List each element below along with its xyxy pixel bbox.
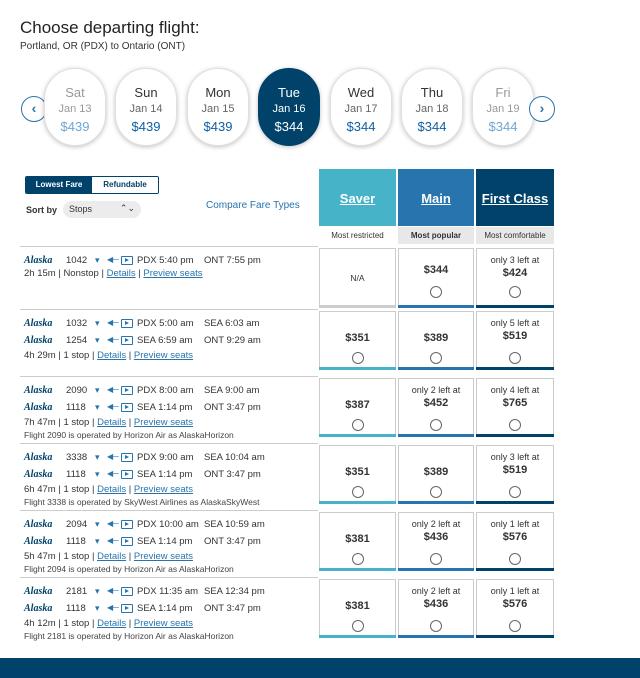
seats-left-text: only 2 left at [411, 385, 461, 395]
date-option-sun[interactable] [115, 68, 177, 146]
fare-color-bar [319, 501, 396, 504]
fare-price: $387 [345, 399, 370, 411]
row-divider [20, 246, 318, 247]
fare-price: $436 [423, 531, 449, 543]
power-plug-icon: ◀─ [107, 385, 119, 394]
flight-info: 4h 12m | 1 stop | Details | Preview seats [24, 618, 194, 629]
saver-fare-cell[interactable] [319, 579, 396, 638]
date-price: $344 [417, 119, 447, 134]
flight-leg [24, 519, 314, 531]
fare-color-bar [319, 305, 396, 308]
seats-left-text: only 3 left at [490, 452, 540, 462]
operator-note: Flight 3338 is operated by SkyWest Airlines as AlaskaSkyWest [24, 497, 260, 507]
flight-number: 1118 [66, 536, 86, 547]
date-day-label: Sat [65, 85, 85, 100]
alaska-logo: Alaska [24, 536, 53, 547]
wifi-icon: ▾ [95, 452, 100, 462]
fare-color-bar [398, 501, 474, 504]
fare-price: $344 [423, 264, 449, 276]
preview-seats-link[interactable]: Preview seats [133, 551, 194, 562]
first-fare-cell[interactable] [476, 579, 554, 638]
next-dates-button[interactable]: › [529, 96, 555, 122]
date-option-sat[interactable] [44, 68, 106, 146]
seats-left-text: only 4 left at [490, 385, 540, 395]
alaska-logo: Alaska [24, 318, 53, 329]
fare-price: $576 [502, 531, 528, 543]
arrival: SEA 12:34 pm [204, 586, 265, 597]
stops: 1 stop [63, 618, 90, 629]
alaska-logo: Alaska [24, 402, 53, 413]
wifi-icon: ▾ [95, 318, 100, 328]
tv-entertainment-icon [121, 336, 133, 345]
fare-color-bar [398, 568, 474, 571]
main-fare-cell[interactable] [398, 445, 474, 504]
row-divider [20, 577, 318, 578]
route-subtitle: Portland, OR (PDX) to Ontario (ONT) [20, 41, 186, 52]
page-title: Choose departing flight: [20, 18, 200, 37]
power-plug-icon: ◀─ [107, 519, 119, 528]
departure: PDX 10:00 am [137, 519, 199, 530]
date-day-label: Thu [420, 85, 444, 100]
fare-radio-button[interactable] [430, 352, 442, 364]
wifi-icon: ▾ [95, 519, 100, 529]
fare-price: $381 [345, 600, 370, 612]
date-day-label: Wed [347, 85, 375, 100]
alaska-logo: Alaska [24, 385, 53, 396]
fare-radio-button[interactable] [509, 553, 521, 565]
fare-radio-button[interactable] [509, 620, 521, 632]
power-plug-icon: ◀─ [107, 586, 119, 595]
footer-bar [0, 658, 640, 678]
power-plug-icon: ◀─ [107, 255, 119, 264]
date-option-tue[interactable] [258, 68, 320, 146]
flight-leg [24, 603, 314, 615]
prev-dates-button[interactable]: ‹ [21, 96, 47, 122]
alaska-logo: Alaska [24, 469, 53, 480]
first-class-subtitle: Most comfortable [476, 227, 554, 244]
fare-color-bar [476, 568, 554, 571]
seats-left-text: only 3 left at [490, 255, 540, 265]
details-link[interactable]: Details [97, 484, 127, 495]
duration: 4h 29m [24, 350, 56, 361]
preview-seats-link[interactable]: Preview seats [143, 268, 203, 279]
row-divider [20, 510, 318, 511]
departure: SEA 1:14 pm [137, 402, 193, 413]
row-divider [20, 443, 318, 444]
tv-entertainment-icon [121, 403, 133, 412]
fare-radio-button[interactable] [430, 419, 442, 431]
main-fare-cell[interactable] [398, 579, 474, 638]
fare-color-bar [319, 568, 396, 571]
wifi-icon: ▾ [95, 586, 100, 596]
tv-entertainment-icon [121, 587, 133, 596]
main-fare-cell[interactable] [398, 512, 474, 571]
fare-radio-button[interactable] [509, 286, 521, 298]
fare-color-bar [476, 501, 554, 504]
departure: PDX 8:00 am [137, 385, 194, 396]
wifi-icon: ▾ [95, 385, 100, 395]
alaska-logo: Alaska [24, 519, 53, 530]
arrival: ONT 3:47 pm [204, 469, 261, 480]
fare-radio-button[interactable] [352, 620, 364, 632]
tv-entertainment-icon [121, 604, 133, 613]
tv-entertainment-icon [121, 256, 133, 265]
flight-info: 5h 47m | 1 stop | Details | Preview seats [24, 551, 194, 562]
lowest-fare-toggle[interactable]: Lowest Fare [26, 177, 92, 193]
date-price: $344 [274, 119, 304, 134]
wifi-icon: ▾ [95, 335, 100, 345]
fare-color-bar [398, 367, 474, 370]
date-label: Jan 14 [129, 103, 163, 115]
main-fare-cell[interactable] [398, 378, 474, 437]
fare-price: $389 [423, 332, 449, 344]
details-link[interactable]: Details [106, 268, 136, 279]
date-label: Jan 13 [58, 103, 92, 115]
flight-number: 1118 [66, 402, 86, 413]
row-divider [20, 376, 318, 377]
flight-leg [24, 452, 314, 464]
fare-price: $351 [345, 466, 370, 478]
fare-radio-button[interactable] [352, 419, 364, 431]
date-option-wed[interactable] [330, 68, 392, 146]
first-class-column-header[interactable]: First Class [476, 169, 554, 226]
first-fare-cell[interactable] [476, 512, 554, 571]
arrival: ONT 7:55 pm [204, 255, 261, 266]
arrival: ONT 3:47 pm [204, 536, 261, 547]
main-fare-cell[interactable] [398, 311, 474, 370]
power-plug-icon: ◀─ [107, 335, 119, 344]
date-price: $439 [131, 119, 161, 134]
fare-price: $351 [345, 332, 370, 344]
details-link[interactable]: Details [97, 350, 127, 361]
operator-note: Flight 2090 is operated by Horizon Air as AlaskaHorizon [24, 430, 234, 440]
alaska-logo: Alaska [24, 603, 53, 614]
flight-leg [24, 385, 314, 397]
date-day-label: Mon [205, 85, 231, 100]
date-price: $439 [203, 119, 233, 134]
flight-number: 1042 [66, 255, 88, 266]
stops: 1 stop [63, 350, 90, 361]
date-option-mon[interactable] [187, 68, 249, 146]
saver-column-header[interactable]: Saver [319, 169, 396, 226]
operator-note: Flight 2094 is operated by Horizon Air as AlaskaHorizon [24, 564, 234, 574]
power-plug-icon: ◀─ [107, 452, 119, 461]
power-plug-icon: ◀─ [107, 318, 119, 327]
power-plug-icon: ◀─ [107, 469, 119, 478]
fare-color-bar [319, 367, 396, 370]
date-label: Jan 18 [415, 103, 449, 115]
departure: PDX 5:00 am [137, 318, 194, 329]
power-plug-icon: ◀─ [107, 536, 119, 545]
flight-number: 2094 [66, 519, 88, 530]
details-link[interactable]: Details [97, 618, 127, 629]
first-fare-cell[interactable] [476, 445, 554, 504]
sort-label: Sort by [26, 205, 58, 215]
saver-fare-cell[interactable] [319, 445, 396, 504]
fare-price: $381 [345, 533, 370, 545]
departure: SEA 1:14 pm [137, 536, 193, 547]
preview-seats-link[interactable]: Preview seats [133, 417, 194, 428]
refundable-toggle[interactable]: Refundable [92, 177, 158, 193]
fare-color-bar [476, 367, 554, 370]
flight-number: 1032 [66, 318, 88, 329]
wifi-icon: ▾ [95, 402, 100, 412]
fare-radio-button[interactable] [352, 352, 364, 364]
duration: 2h 15m [24, 268, 56, 279]
fare-price: $519 [502, 330, 528, 342]
main-fare-cell[interactable] [398, 248, 474, 308]
row-divider [20, 309, 318, 310]
flight-number: 2181 [66, 586, 88, 597]
fare-radio-button[interactable] [430, 286, 442, 298]
flight-leg [24, 536, 314, 548]
fare-price: $519 [502, 464, 528, 476]
seats-left-text: only 5 left at [490, 318, 540, 328]
fare-color-bar [398, 434, 474, 437]
duration: 6h 47m [24, 484, 56, 495]
wifi-icon: ▾ [95, 255, 100, 265]
duration: 7h 47m [24, 417, 56, 428]
date-option-fri[interactable] [472, 68, 534, 146]
departure: PDX 11:35 am [137, 586, 199, 597]
fare-price: $765 [502, 397, 528, 409]
not-available-text: N/A [350, 273, 365, 283]
tv-entertainment-icon [121, 386, 133, 395]
saver-fare-cell[interactable] [319, 311, 396, 370]
flight-number: 1254 [66, 335, 88, 346]
fare-radio-button[interactable] [430, 486, 442, 498]
sort-value: Stops [69, 204, 93, 214]
fare-color-bar [319, 635, 396, 638]
fare-price: $424 [502, 267, 528, 279]
compare-fare-types-link[interactable]: Compare Fare Types [206, 200, 300, 211]
fare-radio-button[interactable] [509, 419, 521, 431]
date-price: $344 [488, 119, 518, 134]
departure: SEA 6:59 am [137, 335, 193, 346]
fare-radio-button[interactable] [509, 352, 521, 364]
fare-radio-button[interactable] [352, 553, 364, 565]
first-fare-cell[interactable] [476, 311, 554, 370]
alaska-logo: Alaska [24, 586, 53, 597]
fare-price: $452 [423, 397, 449, 409]
fare-color-bar [476, 635, 554, 638]
flight-info: 6h 47m | 1 stop | Details | Preview seats [24, 484, 194, 495]
power-plug-icon: ◀─ [107, 402, 119, 411]
fare-radio-button[interactable] [430, 620, 442, 632]
stops: 1 stop [63, 417, 90, 428]
flight-info: 4h 29m | 1 stop | Details | Preview seats [24, 350, 194, 361]
details-link[interactable]: Details [97, 551, 127, 562]
flight-leg [24, 318, 314, 330]
tv-entertainment-icon [121, 453, 133, 462]
seats-left-text: only 2 left at [411, 586, 461, 596]
arrival: SEA 10:59 am [204, 519, 265, 530]
main-column-header[interactable]: Main [398, 169, 474, 226]
wifi-icon: ▾ [95, 536, 100, 546]
fare-radio-button[interactable] [509, 486, 521, 498]
stops: Nonstop [63, 268, 99, 279]
seats-left-text: only 1 left at [490, 586, 540, 596]
departure: SEA 1:14 pm [137, 603, 193, 614]
fare-radio-button[interactable] [352, 486, 364, 498]
flight-number: 1118 [66, 469, 86, 480]
flight-leg [24, 402, 314, 414]
wifi-icon: ▾ [95, 469, 100, 479]
flight-leg [24, 469, 314, 481]
saver-fare-cell[interactable] [319, 378, 396, 437]
power-plug-icon: ◀─ [107, 603, 119, 612]
date-price: $344 [346, 119, 376, 134]
departure: SEA 1:14 pm [137, 469, 193, 480]
fare-color-bar [398, 305, 474, 308]
fare-price: $436 [423, 598, 449, 610]
flight-number: 1118 [66, 603, 86, 614]
stops: 1 stop [63, 484, 90, 495]
sort-select[interactable] [63, 201, 141, 218]
date-label: Jan 19 [486, 103, 520, 115]
date-price: $439 [60, 119, 90, 134]
fare-radio-button[interactable] [430, 553, 442, 565]
departure: PDX 5:40 pm [137, 255, 194, 266]
alaska-logo: Alaska [24, 452, 53, 463]
fare-color-bar [476, 434, 554, 437]
alaska-logo: Alaska [24, 335, 53, 346]
seats-left-text: only 2 left at [411, 519, 461, 529]
alaska-logo: Alaska [24, 255, 53, 266]
operator-note: Flight 2181 is operated by Horizon Air as AlaskaHorizon [24, 631, 234, 641]
arrival: SEA 9:00 am [204, 385, 260, 396]
saver-fare-cell [319, 248, 396, 308]
details-link[interactable]: Details [97, 417, 127, 428]
preview-seats-link[interactable]: Preview seats [133, 618, 194, 629]
arrival: ONT 3:47 pm [204, 603, 261, 614]
preview-seats-link[interactable]: Preview seats [133, 350, 194, 361]
duration: 4h 12m [24, 618, 56, 629]
flight-number: 3338 [66, 452, 88, 463]
wifi-icon: ▾ [95, 603, 100, 613]
chevron-updown-icon: ⌃⌄ [119, 203, 135, 213]
arrival: SEA 10:04 am [204, 452, 265, 463]
fare-color-bar [319, 434, 396, 437]
fare-price: $389 [423, 466, 449, 478]
main-subtitle: Most popular [398, 227, 474, 244]
date-label: Jan 17 [344, 103, 378, 115]
arrival: SEA 6:03 am [204, 318, 260, 329]
preview-seats-link[interactable]: Preview seats [133, 484, 194, 495]
fare-color-bar [476, 305, 554, 308]
fare-type-toggle [25, 176, 159, 194]
flight-number: 2090 [66, 385, 88, 396]
first-fare-cell[interactable] [476, 378, 554, 437]
flight-info: 7h 47m | 1 stop | Details | Preview seats [24, 417, 194, 428]
date-day-label: Fri [495, 85, 511, 100]
flight-leg [24, 335, 314, 347]
date-label: Jan 16 [272, 103, 306, 115]
tv-entertainment-icon [121, 537, 133, 546]
date-day-label: Tue [278, 85, 300, 100]
tv-entertainment-icon [121, 319, 133, 328]
flight-info: 2h 15m | Nonstop | Details | Preview seats [24, 268, 203, 279]
fare-color-bar [398, 635, 474, 638]
saver-fare-cell[interactable] [319, 512, 396, 571]
date-label: Jan 15 [201, 103, 235, 115]
flight-leg [24, 255, 314, 267]
fare-price: $576 [502, 598, 528, 610]
stops: 1 stop [63, 551, 90, 562]
duration: 5h 47m [24, 551, 56, 562]
first-fare-cell[interactable] [476, 248, 554, 308]
tv-entertainment-icon [121, 520, 133, 529]
arrival: ONT 9:29 am [204, 335, 261, 346]
tv-entertainment-icon [121, 470, 133, 479]
arrival: ONT 3:47 pm [204, 402, 261, 413]
departure: PDX 9:00 am [137, 452, 194, 463]
saver-subtitle: Most restricted [319, 227, 396, 244]
seats-left-text: only 1 left at [490, 519, 540, 529]
date-day-label: Sun [134, 85, 158, 100]
date-option-thu[interactable] [401, 68, 463, 146]
flight-leg [24, 586, 314, 598]
